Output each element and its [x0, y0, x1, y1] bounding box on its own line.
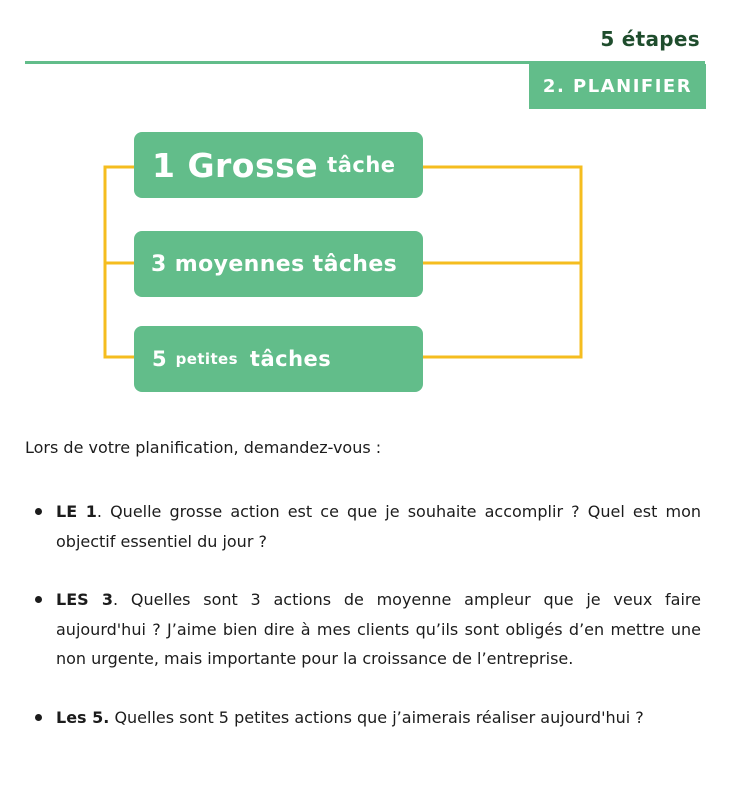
bullet-icon — [35, 596, 42, 603]
task-box-medium — [134, 231, 423, 297]
big-task-noun: tâche — [327, 153, 396, 177]
left-bracket-connector — [105, 167, 134, 357]
bullet-text: . Quelles sont 3 actions de moyenne ampleur que je veux faire aujourd'hui ? J’aime bien dire à mes clients qu’ils sont obligés d’en mettre une non urgente, mais importante pour la croissance de l’entreprise. — [56, 590, 702, 668]
bullet-text: . Quelle grosse action est ce que je souhaite accomplir ? Quel est mon objectif essentiel du jour ? — [56, 502, 702, 551]
section-badge: 2. PLANIFIER — [529, 64, 706, 109]
bullet-icon — [35, 508, 42, 515]
big-task-count-label: 1 Grosse — [152, 145, 319, 185]
small-task-count: 5 — [152, 347, 167, 371]
question-list — [25, 497, 701, 732]
right-bracket-connector — [423, 167, 581, 357]
small-task-adjective: petites — [175, 350, 238, 368]
list-item — [25, 497, 701, 556]
bullet-lead: Les 5. — [56, 707, 110, 727]
medium-task-label: 3 moyennes tâches — [151, 251, 398, 277]
task-box-big — [134, 132, 423, 198]
list-item — [25, 585, 701, 674]
intro-text: Lors de votre planification, demandez-vous : — [25, 438, 382, 457]
bullet-lead: LES 3 — [56, 590, 114, 609]
bullet-lead: LE 1 — [56, 502, 97, 521]
small-task-noun: tâches — [249, 347, 332, 371]
bullet-icon — [35, 714, 42, 721]
list-item — [25, 703, 701, 733]
bullet-text: Quelles sont 5 petites actions que j’aimerais réaliser aujourd'hui ? — [109, 707, 644, 727]
task-box-small — [134, 326, 423, 392]
header-title: 5 étapes — [600, 27, 700, 51]
